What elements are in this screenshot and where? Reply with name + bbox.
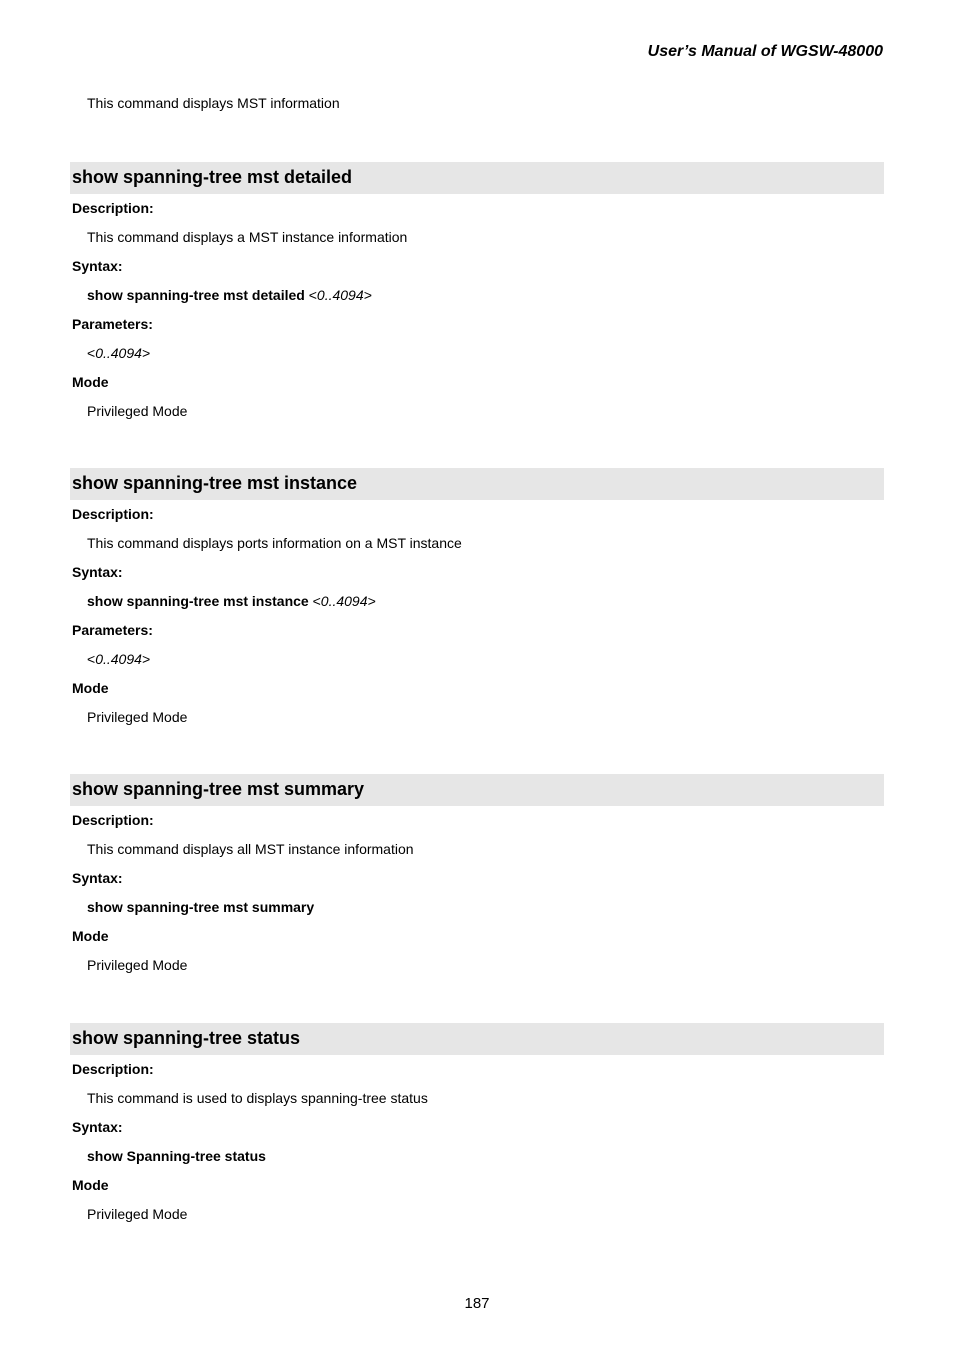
mode-label: Mode	[72, 374, 109, 390]
description-text: This command is used to displays spanning-tree status	[87, 1090, 428, 1106]
description-label: Description:	[72, 1061, 154, 1077]
description-text: This command displays a MST instance information	[87, 229, 408, 245]
syntax-command: show spanning-tree mst detailed	[87, 287, 305, 303]
page-number: 187	[464, 1295, 490, 1312]
description-label: Description:	[72, 200, 154, 216]
syntax-argument: 0..4094>	[320, 593, 376, 609]
parameters-label: Parameters:	[72, 622, 153, 638]
section-status	[70, 1023, 884, 1229]
mode-text: Privileged Mode	[87, 709, 188, 725]
mode-label: Mode	[72, 928, 109, 944]
mode-text: Privileged Mode	[87, 1206, 188, 1222]
section-title: show spanning-tree mst summary	[70, 774, 884, 806]
syntax-line	[70, 1142, 884, 1171]
syntax-command: show spanning-tree mst summary	[87, 899, 315, 915]
syntax-argument: 0..4094>	[316, 287, 372, 303]
syntax-label: Syntax:	[72, 1119, 123, 1135]
syntax-command: show spanning-tree mst instance	[87, 593, 309, 609]
parameter-line: <0..4094>	[87, 345, 151, 361]
parameter-value: 0..4094>	[95, 651, 151, 667]
section-title: show spanning-tree mst detailed	[70, 162, 884, 194]
section-title: show spanning-tree mst instance	[70, 468, 884, 500]
syntax-label: Syntax:	[72, 870, 123, 886]
syntax-line	[70, 893, 884, 922]
parameter-line: <0..4094>	[87, 651, 151, 667]
syntax-line: show spanning-tree mst instance <0..4094>	[87, 593, 376, 609]
syntax-command: show Spanning-tree status	[87, 1148, 266, 1164]
section-mst-instance	[70, 468, 884, 732]
mode-label: Mode	[72, 1177, 109, 1193]
syntax-label: Syntax:	[72, 564, 123, 580]
description-text: This command displays ports information on a MST instance	[87, 535, 462, 551]
intro-text: This command displays MST information	[87, 95, 340, 111]
section-title: show spanning-tree status	[70, 1023, 884, 1055]
description-label: Description:	[72, 506, 154, 522]
mode-label: Mode	[72, 680, 109, 696]
mode-text: Privileged Mode	[87, 957, 188, 973]
description-text: This command displays all MST instance information	[87, 841, 414, 857]
manual-header-title: User’s Manual of WGSW-48000	[647, 43, 883, 60]
description-label: Description:	[72, 812, 154, 828]
section-mst-summary	[70, 774, 884, 980]
syntax-label: Syntax:	[72, 258, 123, 274]
parameter-value: 0..4094>	[95, 345, 151, 361]
parameters-label: Parameters:	[72, 316, 153, 332]
mode-text: Privileged Mode	[87, 403, 188, 419]
syntax-line: show spanning-tree mst detailed <0..4094>	[87, 287, 372, 303]
section-mst-detailed	[70, 162, 884, 426]
